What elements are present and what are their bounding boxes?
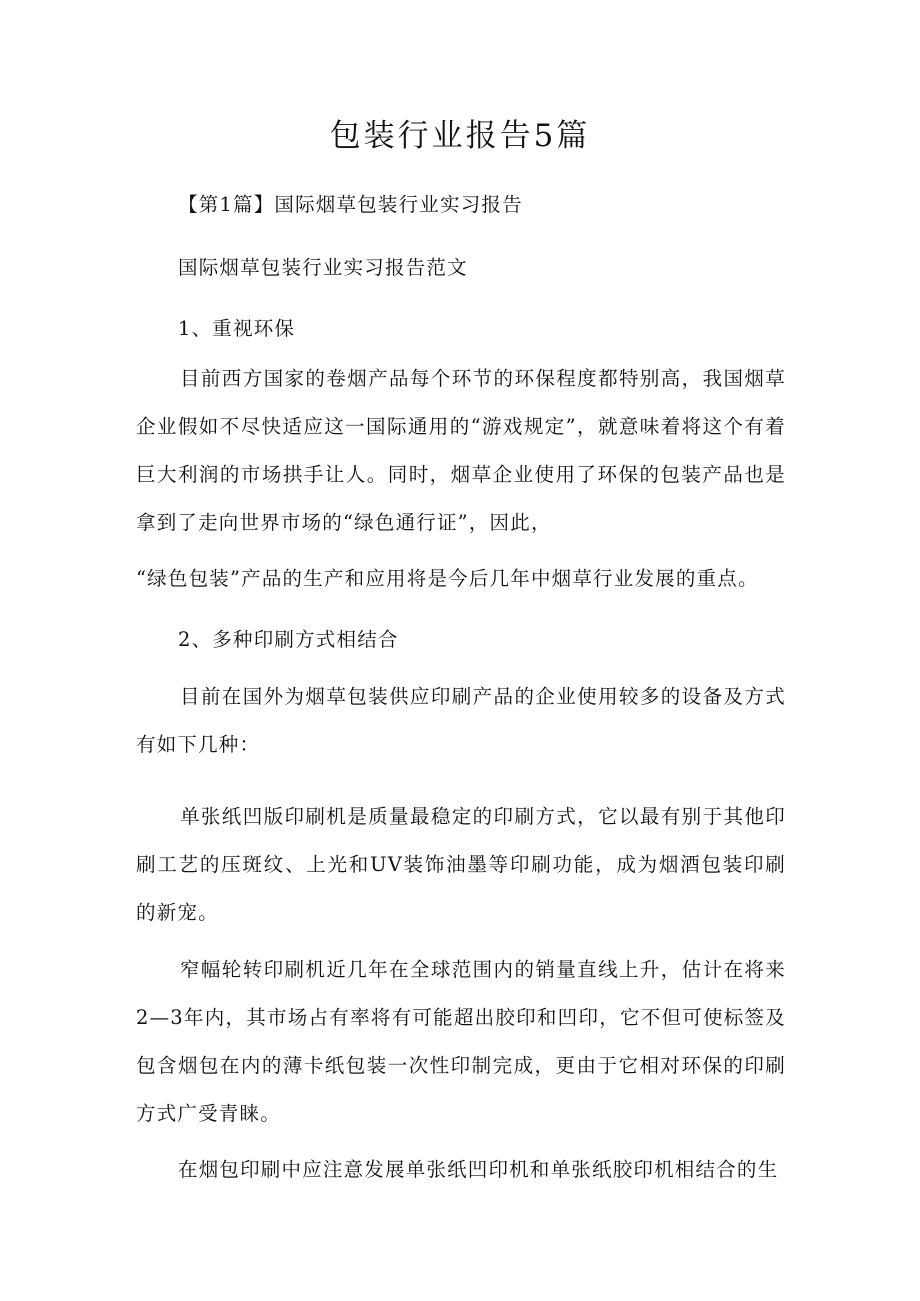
point-2-paragraph-gravure: 单张纸凹版印刷机是质量最稳定的印刷方式，它以最有别于其他印刷工艺的压斑纹、上光和UV装饰油墨等印刷功能，成为烟酒包装印刷的新宠。 [136, 805, 786, 924]
point-2-paragraph-narrow-web: 窄幅轮转印刷机近几年在全球范围内的销量直线上升，估计在将来2—3年内，其市场占有率将有可能超出胶印和凹印，它不但可使标签及包含烟包在内的薄卡纸包装一次性印制完成，更由于它相对环保的印刷方式广受青睐。 [136, 958, 786, 1125]
point-2-paragraph-intro: 目前在国外为烟草包装供应印刷产品的企业使用较多的设备及方式有如下几种： [136, 685, 786, 756]
report-subtitle: 国际烟草包装行业实习报告范文 [178, 256, 468, 279]
point-1-paragraph: 目前西方国家的卷烟产品每个环节的环保程度都特别高，我国烟草企业假如不尽快适应这一国际通用的“游戏规定”，就意味着将这个有着巨大利润的市场拱手让人。同时，烟草企业使用了环保的包装产品也是拿到了走向世界市场的“绿色通行证”，因此， [136, 367, 786, 534]
point-1-paragraph-continued: “绿色包装”产品的生产和应用将是今后几年中烟草行业发展的重点。 [136, 567, 759, 590]
point-1-heading: 1、重视环保 [178, 317, 296, 340]
section-heading: 【第1篇】国际烟草包装行业实习报告 [178, 193, 523, 216]
point-2-heading: 2、多种印刷方式相结合 [178, 628, 399, 651]
point-2-paragraph-combined: 在烟包印刷中应注意发展单张纸凹印机和单张纸胶印机相结合的生 [178, 1158, 779, 1181]
document-title: 包装行业报告5篇 [329, 118, 591, 154]
